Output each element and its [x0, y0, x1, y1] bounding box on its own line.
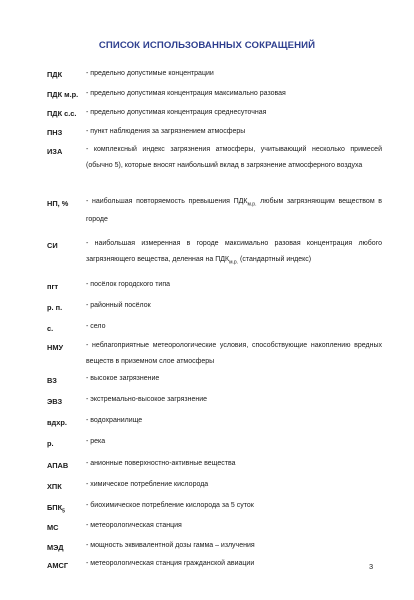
abbr-definition: - неблагоприятные метеорологические условия, способствующие накоплению вредных веществ в приземном слое атмосферы [86, 342, 382, 365]
abbr-label: пгт [47, 282, 59, 291]
abbr-label: ВЗ [47, 376, 57, 385]
abbr-label: ЭВЗ [47, 397, 63, 406]
definition-text: - наибольшая повторяемость превышения ПДК [86, 198, 248, 205]
abbr-label: НП, % [47, 199, 69, 208]
definition-text: (стандартный индекс) [238, 256, 312, 263]
abbr-definition: - биохимическое потребление кислорода за 5 суток [86, 502, 254, 509]
abbr-text: БПК [47, 503, 63, 512]
abbr-definition: - предельно допустимая концентрация среднесуточная [86, 109, 267, 116]
abbr-label: МС [47, 523, 59, 532]
abbr-definition: - предельно допустимая концентрация максимально разовая [86, 90, 286, 97]
abbr-label: с. [47, 324, 54, 333]
abbr-label: ПДК с.с. [47, 109, 77, 118]
subscript: 5 [62, 508, 65, 515]
definition-text: любым загрязняющим веществом в городе [86, 198, 382, 224]
abbr-label: ПНЗ [47, 128, 63, 137]
abbr-label: р. п. [47, 303, 63, 312]
abbr-label: МЭД [47, 543, 64, 552]
page-title: СПИСОК ИСПОЛЬЗОВАННЫХ СОКРАЩЕНИЙ [98, 40, 316, 51]
definition-text: - наибольшая измеренная в городе максимально разовая концентрация любого загрязняющего вещества, деленная на ПДК [86, 240, 382, 263]
abbr-label: ПДК м.р. [47, 90, 79, 99]
page-number: 3 [369, 562, 374, 571]
abbr-definition: - предельно допустимые концентрации [86, 70, 214, 77]
abbr-label: АМСГ [47, 561, 69, 570]
abbr-label: ПДК [47, 70, 63, 79]
abbr-label: СИ [47, 241, 58, 250]
abbr-definition: - посёлок городского типа [86, 281, 170, 288]
abbr-definition: - анионные поверхностно-активные вещества [86, 460, 236, 467]
abbr-label: ИЗА [47, 147, 63, 156]
abbr-label: НМУ [47, 343, 64, 352]
abbr-definition: - химическое потребление кислорода [86, 481, 209, 488]
abbr-label: ХПК [47, 482, 62, 491]
abbr-definition: - районный посёлок [86, 302, 151, 309]
subscript: м.р. [229, 259, 239, 266]
abbr-definition: - метеорологическая станция [86, 522, 182, 529]
abbr-definition: - комплексный индекс загрязнения атмосферы, учитывающий несколько примесей (обычно 5), которые вносят наибольший вклад в загрязнение атмосферного воздуха [86, 146, 382, 169]
abbr-label: АПАВ [47, 461, 69, 470]
abbr-definition: - пункт наблюдения за загрязнением атмосферы [86, 128, 246, 135]
abbr-definition: - экстремально-высокое загрязнение [86, 396, 207, 403]
abbr-label: р. [47, 439, 54, 448]
abbr-label: вдхр. [47, 418, 67, 427]
abbr-definition: - река [86, 438, 106, 445]
abbr-definition: - высокое загрязнение [86, 375, 160, 382]
abbr-definition: - мощность эквивалентной дозы гамма – излучения [86, 542, 255, 549]
abbr-definition: - село [86, 323, 106, 330]
abbr-label [47, 502, 87, 517]
subscript: м.р. [247, 201, 257, 208]
abbr-definition [86, 194, 382, 228]
abbr-definition: - метеорологическая станция гражданской авиации [86, 560, 255, 567]
abbr-definition [86, 236, 382, 270]
abbr-definition: - водохранилище [86, 417, 143, 424]
